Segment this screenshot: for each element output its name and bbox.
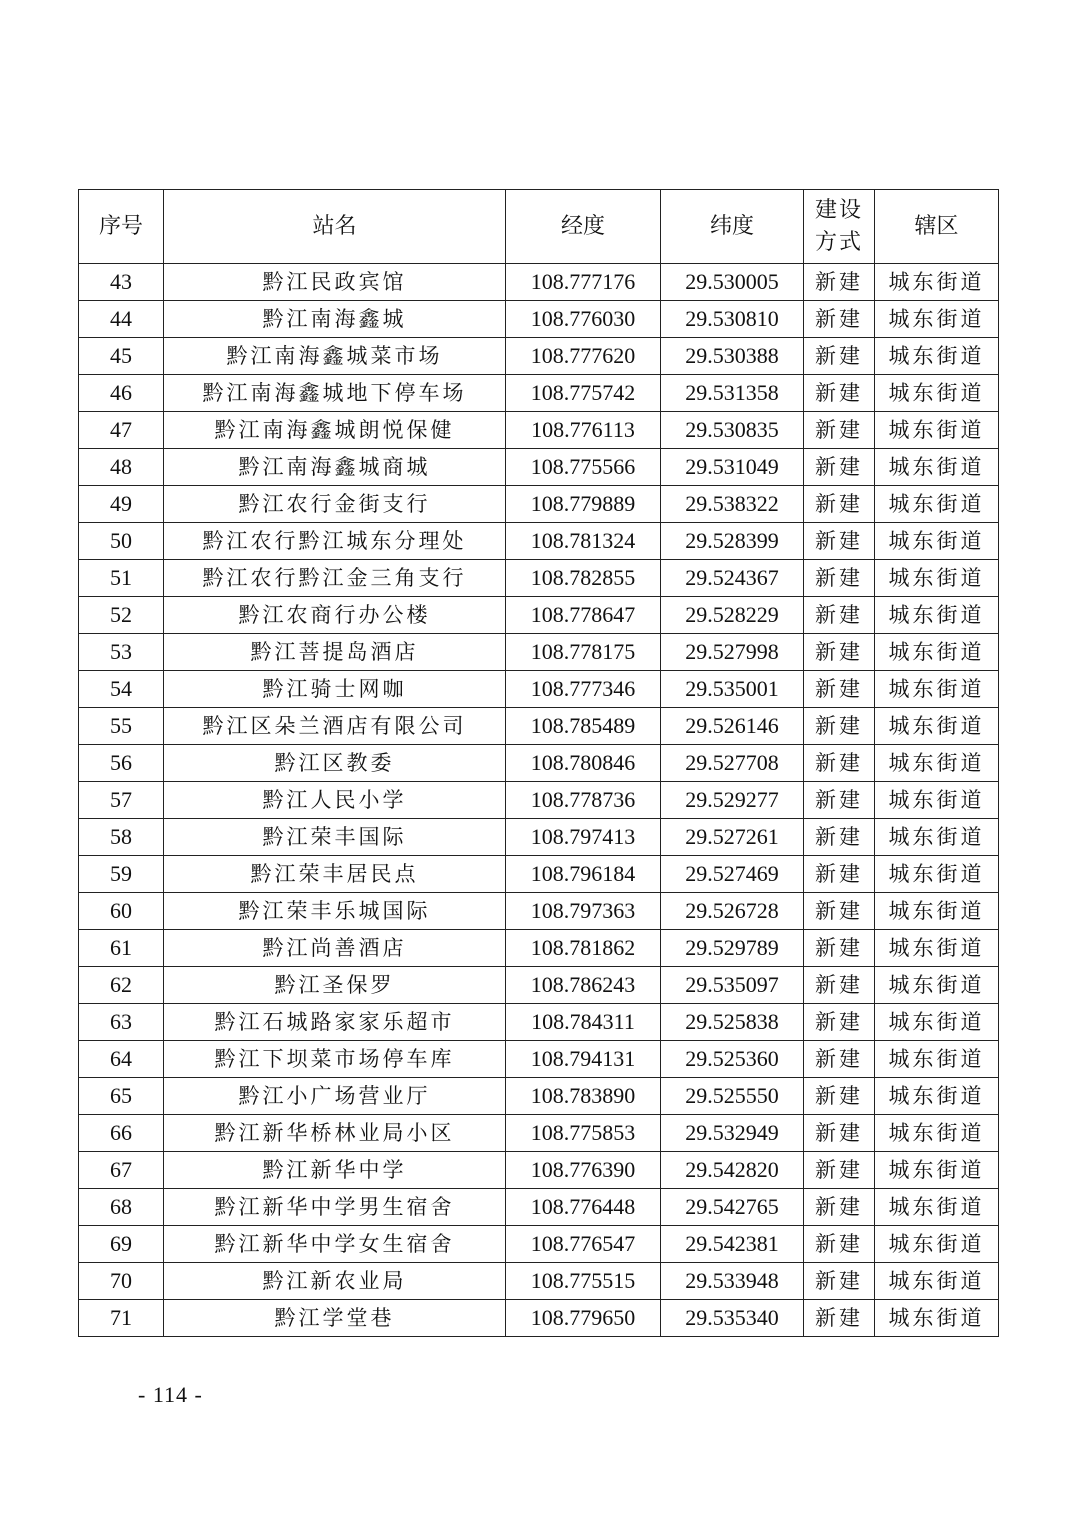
cell-station-name: 黔江下坝菜市场停车库 xyxy=(164,1041,506,1078)
table-row xyxy=(79,708,999,745)
cell-station-name: 黔江区朵兰酒店有限公司 xyxy=(164,708,506,745)
cell-district: 城东街道 xyxy=(875,597,999,634)
cell-district: 城东街道 xyxy=(875,967,999,1004)
table-row xyxy=(79,967,999,1004)
cell-station-name: 黔江新华中学 xyxy=(164,1152,506,1189)
table-row xyxy=(79,560,999,597)
cell-latitude: 29.526728 xyxy=(661,893,804,930)
cell-district: 城东街道 xyxy=(875,523,999,560)
cell-latitude: 29.526146 xyxy=(661,708,804,745)
cell-index: 64 xyxy=(79,1041,164,1078)
cell-index: 67 xyxy=(79,1152,164,1189)
cell-index: 58 xyxy=(79,819,164,856)
cell-build-mode: 新建 xyxy=(804,523,875,560)
table-row xyxy=(79,375,999,412)
cell-index: 49 xyxy=(79,486,164,523)
cell-build-mode: 新建 xyxy=(804,1300,875,1337)
cell-latitude: 29.542820 xyxy=(661,1152,804,1189)
header-build-mode-line2: 方式 xyxy=(814,229,863,255)
cell-district: 城东街道 xyxy=(875,819,999,856)
cell-build-mode: 新建 xyxy=(804,819,875,856)
cell-longitude: 108.776113 xyxy=(506,412,661,449)
cell-latitude: 29.531049 xyxy=(661,449,804,486)
cell-build-mode: 新建 xyxy=(804,412,875,449)
cell-index: 59 xyxy=(79,856,164,893)
cell-district: 城东街道 xyxy=(875,560,999,597)
cell-longitude: 108.779889 xyxy=(506,486,661,523)
cell-latitude: 29.529789 xyxy=(661,930,804,967)
cell-longitude: 108.784311 xyxy=(506,1004,661,1041)
cell-longitude: 108.775515 xyxy=(506,1263,661,1300)
cell-longitude: 108.786243 xyxy=(506,967,661,1004)
cell-latitude: 29.525838 xyxy=(661,1004,804,1041)
table-body xyxy=(79,264,999,1337)
cell-station-name: 黔江民政宾馆 xyxy=(164,264,506,301)
cell-longitude: 108.797413 xyxy=(506,819,661,856)
cell-district: 城东街道 xyxy=(875,634,999,671)
cell-district: 城东街道 xyxy=(875,671,999,708)
table-row xyxy=(79,819,999,856)
cell-district: 城东街道 xyxy=(875,1152,999,1189)
cell-index: 71 xyxy=(79,1300,164,1337)
cell-latitude: 29.527998 xyxy=(661,634,804,671)
cell-index: 57 xyxy=(79,782,164,819)
cell-index: 60 xyxy=(79,893,164,930)
cell-build-mode: 新建 xyxy=(804,264,875,301)
cell-index: 69 xyxy=(79,1226,164,1263)
cell-station-name: 黔江南海鑫城 xyxy=(164,301,506,338)
header-row xyxy=(79,190,999,264)
header-name: 站名 xyxy=(164,190,506,264)
cell-build-mode: 新建 xyxy=(804,1152,875,1189)
site-table xyxy=(78,189,999,1337)
cell-district: 城东街道 xyxy=(875,1078,999,1115)
cell-district: 城东街道 xyxy=(875,338,999,375)
cell-latitude: 29.533948 xyxy=(661,1263,804,1300)
cell-index: 46 xyxy=(79,375,164,412)
cell-longitude: 108.777176 xyxy=(506,264,661,301)
cell-longitude: 108.776390 xyxy=(506,1152,661,1189)
cell-build-mode: 新建 xyxy=(804,338,875,375)
cell-build-mode: 新建 xyxy=(804,375,875,412)
table-row xyxy=(79,1189,999,1226)
table-row xyxy=(79,1152,999,1189)
cell-build-mode: 新建 xyxy=(804,1004,875,1041)
cell-index: 51 xyxy=(79,560,164,597)
table-row xyxy=(79,486,999,523)
cell-latitude: 29.527261 xyxy=(661,819,804,856)
cell-build-mode: 新建 xyxy=(804,1041,875,1078)
cell-latitude: 29.531358 xyxy=(661,375,804,412)
cell-build-mode: 新建 xyxy=(804,893,875,930)
cell-district: 城东街道 xyxy=(875,375,999,412)
cell-latitude: 29.535340 xyxy=(661,1300,804,1337)
cell-station-name: 黔江人民小学 xyxy=(164,782,506,819)
table-row xyxy=(79,1115,999,1152)
cell-station-name: 黔江新华中学女生宿舍 xyxy=(164,1226,506,1263)
table-row xyxy=(79,745,999,782)
header-longitude: 经度 xyxy=(506,190,661,264)
cell-district: 城东街道 xyxy=(875,264,999,301)
cell-build-mode: 新建 xyxy=(804,856,875,893)
cell-station-name: 黔江南海鑫城商城 xyxy=(164,449,506,486)
cell-latitude: 29.527469 xyxy=(661,856,804,893)
cell-longitude: 108.778647 xyxy=(506,597,661,634)
cell-index: 48 xyxy=(79,449,164,486)
header-build-mode xyxy=(804,190,875,264)
cell-longitude: 108.794131 xyxy=(506,1041,661,1078)
cell-index: 61 xyxy=(79,930,164,967)
cell-district: 城东街道 xyxy=(875,1115,999,1152)
cell-latitude: 29.525360 xyxy=(661,1041,804,1078)
cell-index: 44 xyxy=(79,301,164,338)
cell-longitude: 108.781324 xyxy=(506,523,661,560)
cell-latitude: 29.538322 xyxy=(661,486,804,523)
cell-latitude: 29.524367 xyxy=(661,560,804,597)
cell-index: 62 xyxy=(79,967,164,1004)
cell-district: 城东街道 xyxy=(875,449,999,486)
cell-station-name: 黔江荣丰乐城国际 xyxy=(164,893,506,930)
cell-station-name: 黔江尚善酒店 xyxy=(164,930,506,967)
table-row xyxy=(79,782,999,819)
table-row xyxy=(79,1004,999,1041)
cell-build-mode: 新建 xyxy=(804,967,875,1004)
cell-index: 47 xyxy=(79,412,164,449)
cell-latitude: 29.527708 xyxy=(661,745,804,782)
header-latitude: 纬度 xyxy=(661,190,804,264)
cell-latitude: 29.530810 xyxy=(661,301,804,338)
cell-build-mode: 新建 xyxy=(804,782,875,819)
table-row xyxy=(79,893,999,930)
cell-longitude: 108.775566 xyxy=(506,449,661,486)
cell-latitude: 29.532949 xyxy=(661,1115,804,1152)
cell-district: 城东街道 xyxy=(875,930,999,967)
cell-build-mode: 新建 xyxy=(804,597,875,634)
cell-station-name: 黔江南海鑫城菜市场 xyxy=(164,338,506,375)
table-header xyxy=(79,190,999,264)
cell-district: 城东街道 xyxy=(875,412,999,449)
table-row xyxy=(79,1300,999,1337)
cell-latitude: 29.535097 xyxy=(661,967,804,1004)
cell-longitude: 108.782855 xyxy=(506,560,661,597)
cell-district: 城东街道 xyxy=(875,745,999,782)
cell-build-mode: 新建 xyxy=(804,449,875,486)
cell-build-mode: 新建 xyxy=(804,560,875,597)
cell-longitude: 108.776030 xyxy=(506,301,661,338)
table-row xyxy=(79,449,999,486)
cell-build-mode: 新建 xyxy=(804,671,875,708)
cell-index: 43 xyxy=(79,264,164,301)
cell-station-name: 黔江区教委 xyxy=(164,745,506,782)
cell-build-mode: 新建 xyxy=(804,708,875,745)
cell-index: 55 xyxy=(79,708,164,745)
cell-longitude: 108.783890 xyxy=(506,1078,661,1115)
cell-district: 城东街道 xyxy=(875,708,999,745)
cell-station-name: 黔江农行黔江金三角支行 xyxy=(164,560,506,597)
cell-district: 城东街道 xyxy=(875,486,999,523)
cell-district: 城东街道 xyxy=(875,1189,999,1226)
table-row xyxy=(79,597,999,634)
cell-longitude: 108.776448 xyxy=(506,1189,661,1226)
cell-build-mode: 新建 xyxy=(804,1115,875,1152)
cell-latitude: 29.529277 xyxy=(661,782,804,819)
cell-station-name: 黔江小广场营业厅 xyxy=(164,1078,506,1115)
cell-latitude: 29.530005 xyxy=(661,264,804,301)
cell-build-mode: 新建 xyxy=(804,486,875,523)
cell-longitude: 108.781862 xyxy=(506,930,661,967)
cell-latitude: 29.535001 xyxy=(661,671,804,708)
cell-index: 66 xyxy=(79,1115,164,1152)
cell-station-name: 黔江南海鑫城朗悦保健 xyxy=(164,412,506,449)
cell-latitude: 29.530835 xyxy=(661,412,804,449)
cell-latitude: 29.528229 xyxy=(661,597,804,634)
cell-station-name: 黔江农行金街支行 xyxy=(164,486,506,523)
cell-index: 70 xyxy=(79,1263,164,1300)
table-row xyxy=(79,1263,999,1300)
cell-build-mode: 新建 xyxy=(804,1226,875,1263)
cell-district: 城东街道 xyxy=(875,301,999,338)
cell-latitude: 29.542765 xyxy=(661,1189,804,1226)
cell-station-name: 黔江石城路家家乐超市 xyxy=(164,1004,506,1041)
cell-index: 52 xyxy=(79,597,164,634)
header-build-mode-line1: 建设 xyxy=(814,197,863,223)
cell-district: 城东街道 xyxy=(875,856,999,893)
table-row xyxy=(79,412,999,449)
cell-district: 城东街道 xyxy=(875,1004,999,1041)
cell-district: 城东街道 xyxy=(875,1263,999,1300)
cell-station-name: 黔江新华桥林业局小区 xyxy=(164,1115,506,1152)
header-index: 序号 xyxy=(79,190,164,264)
cell-index: 65 xyxy=(79,1078,164,1115)
cell-longitude: 108.777346 xyxy=(506,671,661,708)
cell-district: 城东街道 xyxy=(875,893,999,930)
cell-longitude: 108.780846 xyxy=(506,745,661,782)
cell-station-name: 黔江圣保罗 xyxy=(164,967,506,1004)
cell-longitude: 108.775853 xyxy=(506,1115,661,1152)
cell-station-name: 黔江南海鑫城地下停车场 xyxy=(164,375,506,412)
cell-latitude: 29.528399 xyxy=(661,523,804,560)
table-row xyxy=(79,856,999,893)
cell-build-mode: 新建 xyxy=(804,1189,875,1226)
cell-district: 城东街道 xyxy=(875,1226,999,1263)
cell-build-mode: 新建 xyxy=(804,634,875,671)
table-row xyxy=(79,523,999,560)
cell-station-name: 黔江学堂巷 xyxy=(164,1300,506,1337)
table-row xyxy=(79,634,999,671)
cell-latitude: 29.525550 xyxy=(661,1078,804,1115)
cell-longitude: 108.779650 xyxy=(506,1300,661,1337)
cell-district: 城东街道 xyxy=(875,782,999,819)
cell-district: 城东街道 xyxy=(875,1041,999,1078)
cell-build-mode: 新建 xyxy=(804,1263,875,1300)
cell-station-name: 黔江新华中学男生宿舍 xyxy=(164,1189,506,1226)
cell-index: 45 xyxy=(79,338,164,375)
table-row xyxy=(79,338,999,375)
table-row xyxy=(79,264,999,301)
cell-index: 63 xyxy=(79,1004,164,1041)
cell-latitude: 29.530388 xyxy=(661,338,804,375)
cell-station-name: 黔江新农业局 xyxy=(164,1263,506,1300)
cell-station-name: 黔江农行黔江城东分理处 xyxy=(164,523,506,560)
cell-latitude: 29.542381 xyxy=(661,1226,804,1263)
cell-index: 56 xyxy=(79,745,164,782)
cell-build-mode: 新建 xyxy=(804,745,875,782)
table-row xyxy=(79,1078,999,1115)
cell-longitude: 108.775742 xyxy=(506,375,661,412)
cell-build-mode: 新建 xyxy=(804,1078,875,1115)
cell-longitude: 108.797363 xyxy=(506,893,661,930)
cell-longitude: 108.778736 xyxy=(506,782,661,819)
cell-longitude: 108.776547 xyxy=(506,1226,661,1263)
cell-build-mode: 新建 xyxy=(804,930,875,967)
cell-longitude: 108.778175 xyxy=(506,634,661,671)
cell-index: 53 xyxy=(79,634,164,671)
table-row xyxy=(79,301,999,338)
cell-station-name: 黔江骑士网咖 xyxy=(164,671,506,708)
cell-build-mode: 新建 xyxy=(804,301,875,338)
cell-longitude: 108.777620 xyxy=(506,338,661,375)
cell-station-name: 黔江农商行办公楼 xyxy=(164,597,506,634)
table-row xyxy=(79,930,999,967)
cell-district: 城东街道 xyxy=(875,1300,999,1337)
table-row xyxy=(79,1041,999,1078)
cell-station-name: 黔江菩提岛酒店 xyxy=(164,634,506,671)
cell-longitude: 108.796184 xyxy=(506,856,661,893)
cell-index: 54 xyxy=(79,671,164,708)
table-row xyxy=(79,1226,999,1263)
cell-station-name: 黔江荣丰国际 xyxy=(164,819,506,856)
cell-index: 68 xyxy=(79,1189,164,1226)
cell-index: 50 xyxy=(79,523,164,560)
header-district: 辖区 xyxy=(875,190,999,264)
table-row xyxy=(79,671,999,708)
cell-station-name: 黔江荣丰居民点 xyxy=(164,856,506,893)
page-number: - 114 - xyxy=(138,1382,203,1407)
cell-longitude: 108.785489 xyxy=(506,708,661,745)
